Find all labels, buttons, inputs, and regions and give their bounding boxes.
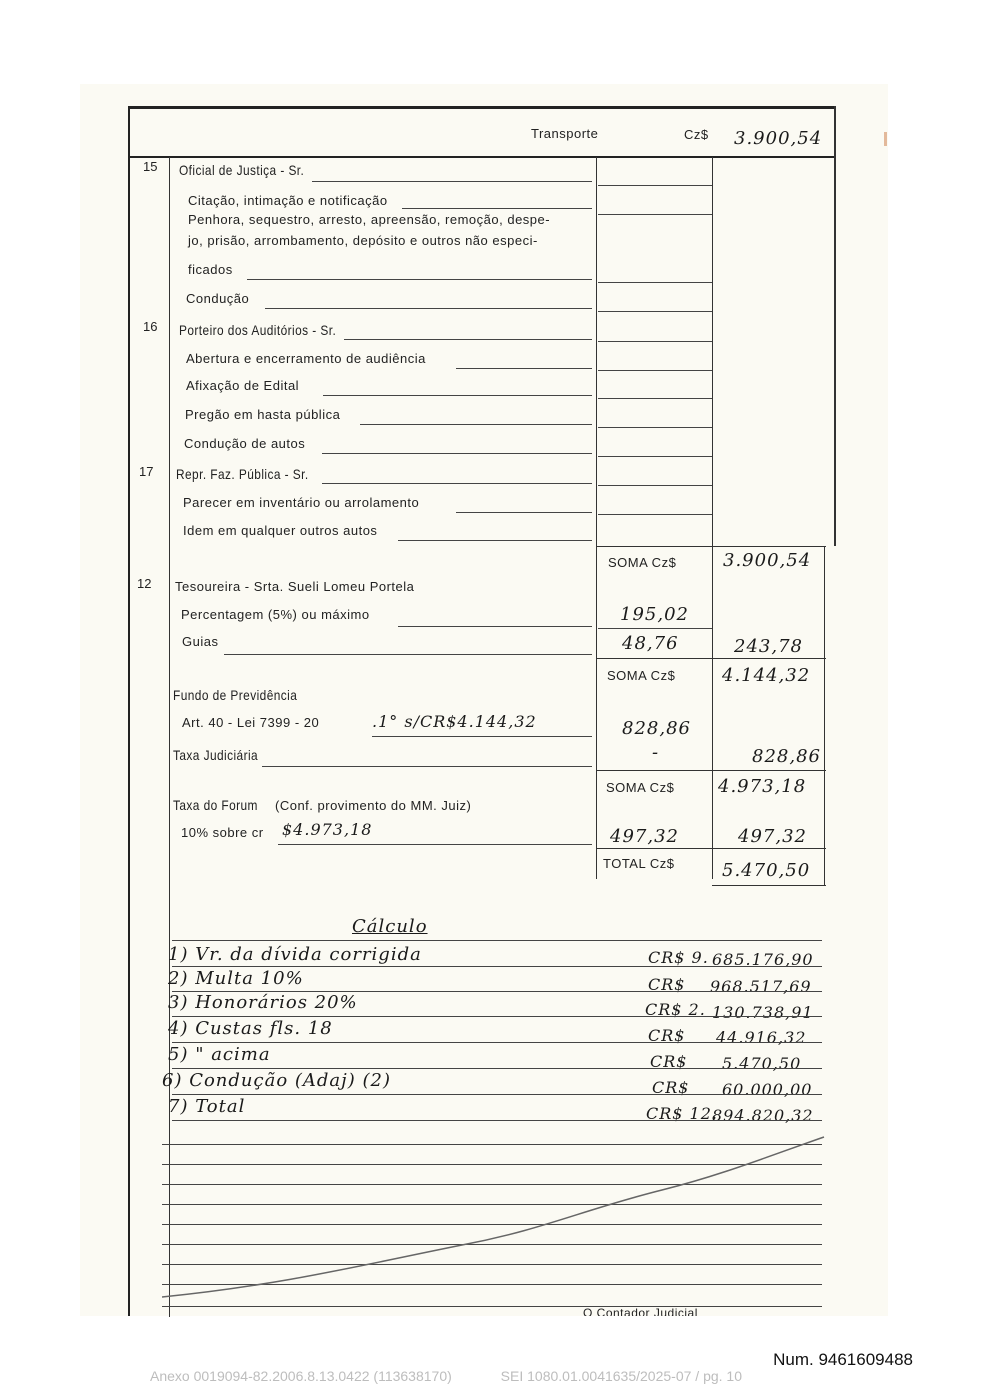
calculo-row-5-label: 5) " acima <box>168 1044 271 1065</box>
section-15-title: Oficial de Justiça - Sr. <box>179 162 305 178</box>
soma-3-label: SOMA Cz$ <box>606 780 675 795</box>
soma-2-label: SOMA Cz$ <box>607 668 676 683</box>
s16-item-pregao: Pregão em hasta pública <box>185 407 341 422</box>
fundo-art-handwritten: .1° s/CR$4.144,32 <box>372 712 537 731</box>
s12-item-percentagem: Percentagem (5%) ou máximo <box>181 607 370 622</box>
s12-value-total: 243,78 <box>734 636 803 657</box>
transporte-value: 3.900,54 <box>734 128 823 149</box>
calculo-row-7-label: 7) Total <box>168 1096 246 1117</box>
soma-2-value: 4.144,32 <box>722 665 811 686</box>
calculo-row-6-prefix: CR$ <box>652 1078 690 1097</box>
calculo-row-4-value: 44.916,32 <box>716 1028 807 1047</box>
taxa-judiciaria-value: 828,86 <box>752 746 821 767</box>
taxa-forum-title: Taxa do Forum <box>173 797 258 813</box>
taxa-forum-line-handwritten: $4.973,18 <box>282 820 373 839</box>
footer-sei: SEI 1080.01.0041635/2025-07 / pg. 10 <box>500 1368 742 1384</box>
soma-3-value: 4.973,18 <box>718 776 807 797</box>
fundo-art: Art. 40 - Lei 7399 - 20 <box>182 715 320 730</box>
s12-item-guias: Guias <box>182 634 219 649</box>
calculo-row-6-label: 6) Condução (Adaj) (2) <box>162 1070 391 1091</box>
footer-anexo: Anexo 0019094-82.2006.8.13.0422 (113638170) <box>150 1368 452 1384</box>
section-12-title: Tesoureira - Srta. Sueli Lomeu Portela <box>175 579 415 594</box>
calculo-row-2-value: 968.517,69 <box>710 977 812 996</box>
signature-line: O Contador Judicial <box>583 1306 698 1316</box>
calculo-title: Cálculo <box>352 916 428 937</box>
taxa-judiciaria-mid: - <box>652 742 660 763</box>
cancellation-line <box>162 1135 826 1301</box>
calculo-row-3-label: 3) Honorários 20% <box>168 992 358 1013</box>
calculo-row-3-prefix: CR$ 2. <box>645 1000 706 1019</box>
taxa-judiciaria-title: Taxa Judiciária <box>173 747 259 763</box>
calculo-row-4-prefix: CR$ <box>648 1026 686 1045</box>
soma-1-label: SOMA Cz$ <box>608 555 677 570</box>
total-value: 5.470,50 <box>722 860 811 881</box>
s16-item-afixacao: Afixação de Edital <box>186 378 300 393</box>
calculo-row-6-value: 60.000,00 <box>722 1080 813 1099</box>
document-number: Num. 9461609488 <box>773 1350 913 1369</box>
section-12-number: 12 <box>137 576 152 591</box>
s15-item-ficados: ficados <box>188 262 233 277</box>
section-16-title: Porteiro dos Auditórios - Sr. <box>179 322 337 338</box>
scan-mark <box>884 132 887 146</box>
calculo-row-2-prefix: CR$ <box>648 975 686 994</box>
s16-item-abertura: Abertura e encerramento de audiência <box>186 351 426 366</box>
section-17-title: Repr. Faz. Pública - Sr. <box>176 466 309 482</box>
section-17-number: 17 <box>139 464 154 479</box>
s15-item-penhora: Penhora, sequestro, arresto, apreensão, remoção, despe- <box>188 212 551 227</box>
taxa-forum-mid-value: 497,32 <box>610 826 679 847</box>
right-border-lower <box>824 546 825 886</box>
s16-item-conducao: Condução de autos <box>184 436 306 451</box>
soma-1-value: 3.900,54 <box>723 550 812 571</box>
header-divider <box>130 156 836 158</box>
right-border <box>834 106 836 546</box>
calculo-row-4-label: 4) Custas fls. 18 <box>168 1018 333 1039</box>
calculo-row-7-prefix: CR$ 12. <box>646 1104 718 1123</box>
fundo-value: 828,86 <box>622 718 691 739</box>
calculo-row-2-label: 2) Multa 10% <box>168 968 304 989</box>
s15-item-citacao: Citação, intimação e notificação <box>188 193 388 208</box>
taxa-forum-subtitle: (Conf. provimento do MM. Juiz) <box>275 798 472 813</box>
s12-value-guias: 48,76 <box>622 633 679 654</box>
section-16-number: 16 <box>143 319 158 334</box>
s15-item-conducao: Condução <box>186 291 250 306</box>
calculo-row-5-prefix: CR$ <box>650 1052 688 1071</box>
transporte-currency: Cz$ <box>684 127 709 142</box>
footer-reference <box>150 1368 787 1384</box>
taxa-forum-line: 10% sobre cr <box>181 825 264 840</box>
calculo-row-7-value: 894.820,32 <box>712 1106 814 1125</box>
calculo-row-1-label: 1) Vr. da dívida corrigida <box>168 944 422 965</box>
calculo-row-5-value: 5.470,50 <box>722 1054 802 1073</box>
calculo-row-3-value: 130.738,91 <box>712 1003 814 1022</box>
s17-item-parecer: Parecer em inventário ou arrolamento <box>183 495 420 510</box>
calculo-row-1-value: 685.176,90 <box>712 950 814 969</box>
taxa-forum-value: 497,32 <box>738 826 807 847</box>
s17-item-idem: Idem em qualquer outros autos <box>183 523 378 538</box>
fundo-title: Fundo de Previdência <box>173 687 298 703</box>
calculo-row-1-prefix: CR$ 9. <box>648 948 709 967</box>
transporte-label: Transporte <box>531 126 599 141</box>
section-15-number: 15 <box>143 159 158 174</box>
s12-value-percentagem: 195,02 <box>620 604 689 625</box>
s15-item-penhora-cont: jo, prisão, arrombamento, depósito e outros não especi- <box>188 233 538 248</box>
total-label: TOTAL Cz$ <box>603 856 675 871</box>
